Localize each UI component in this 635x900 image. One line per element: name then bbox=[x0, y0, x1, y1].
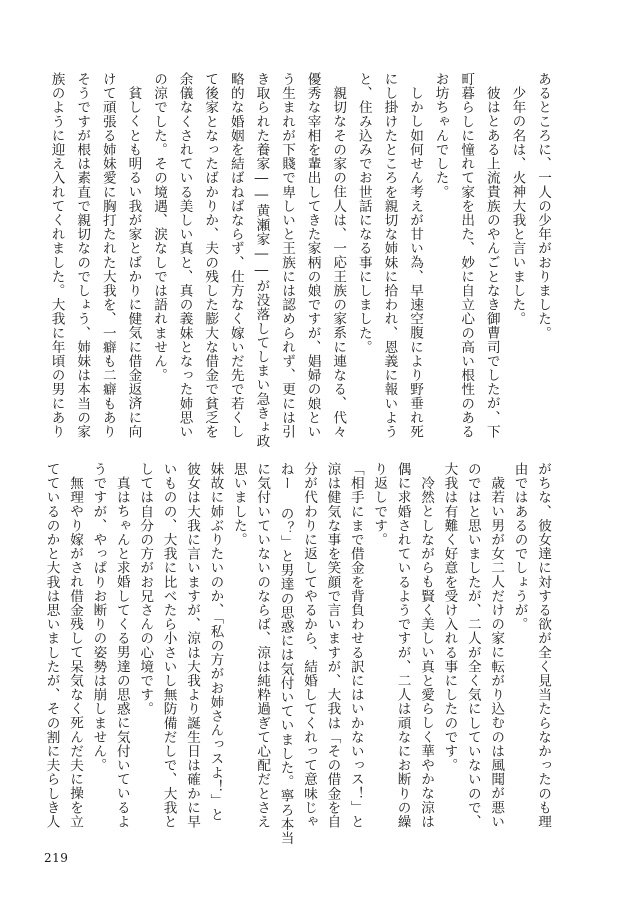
text-column: 歳若い男が女二人だけの家に転がり込むのは風聞が悪い bbox=[488, 476, 505, 829]
text-column: 無理やり嫁がされ借金残して呆気なく死んだ夫に操を立 bbox=[67, 476, 83, 829]
text-column: 少年の名は、火神大我と言いました。 bbox=[509, 86, 526, 326]
text-column: と、住み込みでお世話になる事にしました。 bbox=[355, 72, 372, 354]
text-column: けて頑張る姉妹愛に胸打たれた大我を、一癖も二癖もあり bbox=[99, 72, 116, 439]
text-column: のではと思いましたが、二人が全く気にしていないので、 bbox=[464, 462, 481, 829]
text-column: 大我は有難く好意を受け入れる事にしたのです。 bbox=[441, 462, 458, 773]
text-column: にし掛けたところを親切な姉妹に拾われ、恩義に報いよう bbox=[381, 72, 398, 439]
page-number: 219 bbox=[44, 851, 69, 865]
text-column: うですが、やっぱりお断りの姿勢は崩しません。 bbox=[90, 462, 107, 773]
text-column: 彼はとある上流貴族のやんごとなき御曹司でしたが、下 bbox=[483, 86, 500, 439]
text-column: う生まれが下賤で卑しいと王族には認められず、更には引 bbox=[279, 72, 295, 439]
text-column: 冷然としながらも賢く美しい真と愛らしく華やかな涼は bbox=[418, 476, 434, 829]
text-column: 町暮らしに憧れて家を出た、妙に自立心の高い根性のある bbox=[458, 72, 475, 439]
text-column: そうですが根は素直で親切なのでしょう、姉妹は本当の家 bbox=[74, 72, 91, 439]
text-column: 「相手にまで借金を背負わせる訳にはいかないっス！」と bbox=[347, 462, 364, 829]
text-column: 真はちゃんと求婚してくる男達の思惑に気付いているよ bbox=[113, 476, 130, 829]
text-column: 彼女は大我に言いますが、涼は大我より誕生日は確かに早 bbox=[184, 462, 200, 829]
text-column: てているのかと大我は思いましたが、その割に夫らしき人 bbox=[43, 462, 60, 829]
text-column: しかし如何せん考えが甘い為、早速空腹により野垂れ死 bbox=[407, 86, 423, 439]
text-column: 思いました。 bbox=[230, 462, 247, 547]
text-column: ねー の？」と男達の思惑には気付いていました。寧ろ本当 bbox=[277, 462, 294, 846]
text-column: 涼は健気な事を笑顔で言いますが、大我は「その借金を自 bbox=[324, 462, 341, 829]
text-column: 偶に求婚されているようですが、二人は頑なにお断りの繰 bbox=[394, 462, 411, 829]
text-column: に気付いていないのならば、涼は純粋過ぎて心配だとさえ bbox=[254, 462, 271, 829]
text-column: しては自分の方がお兄さんの心境です。 bbox=[137, 462, 154, 716]
text-column: 貧しくとも明るい我が家とばかりに健気に借金返済に向 bbox=[125, 86, 142, 439]
text-column: いものの、大我に比べたら小さいし無防備だしで、大我と bbox=[160, 462, 177, 829]
text-column: 由ではあるのでしょうが。 bbox=[511, 462, 528, 632]
text-column: の涼でした。その境遇、涙なしでは語れません。 bbox=[151, 72, 167, 383]
text-column: 余儀なくされている美しい真と、真の義妹となった姉思い bbox=[176, 72, 193, 439]
text-column: 略的な婚姻を結ばねばならず、仕方なく嫁いだ先で若くし bbox=[227, 72, 244, 439]
text-column: がちな、彼女達に対する欲が全く見当たらなかったのも理 bbox=[535, 462, 551, 829]
text-column: あるところに、一人の少年がおりました。 bbox=[535, 72, 551, 340]
text-column: り返しです。 bbox=[371, 462, 388, 547]
text-column: 親切なその家の住人は、一応王族の家系に連なる、代々 bbox=[330, 86, 347, 439]
text-column: 妹故に姉ぶりたいのか、「私の方がお姉さんっスよ！」と bbox=[207, 462, 224, 822]
text-column: 族のように迎え入れてくれました。大我に年頃の男にあり bbox=[48, 72, 65, 439]
text-column: お坊ちゃんでした。 bbox=[432, 72, 449, 199]
text-column: て後家となったばかりか、夫の残した膨大な借金で貧乏を bbox=[202, 72, 219, 439]
text-column: き取られた養家――黄瀬家――が没落してしまい急きょ政 bbox=[253, 72, 270, 449]
text-column: 優秀な宰相を輩出してきた家柄の娘ですが、娼婦の娘とい bbox=[304, 72, 321, 439]
text-column: 分が代わりに返してやるから、結婚してくれって意味じゃ bbox=[301, 462, 317, 829]
